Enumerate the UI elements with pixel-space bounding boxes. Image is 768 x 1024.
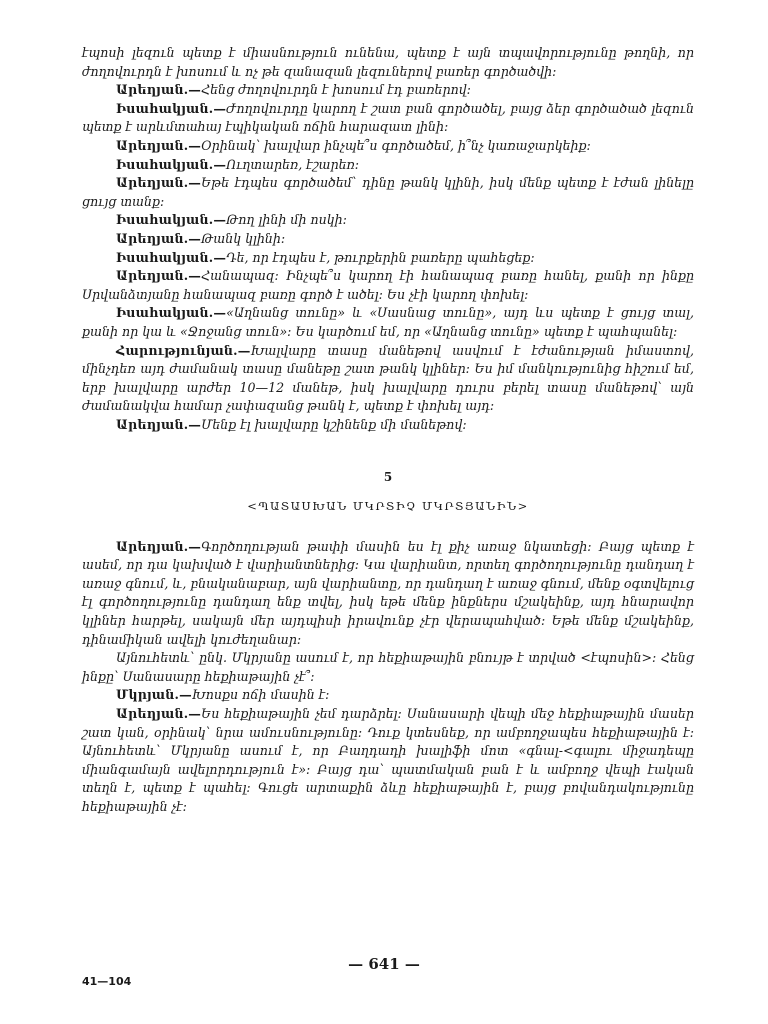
paragraph-text: «Աղնանց տունը» և «Սասնաց տունը», այդ ևս պետք է ցույց տալ, քանի որ կա և «Ջոջանց տուն»։ Ես կարծում եմ, որ «Աղնանց տունը» պետք է պահպանել։ [82,305,694,339]
speaker-name: Մկրյան.— [116,687,192,703]
paragraph [82,100,694,137]
paragraph-text: Թող լինի մի ոսկի։ [226,212,347,228]
paragraph [82,649,694,686]
speaker-name: Իսահակյան.— [116,305,227,321]
paragraph-text: Եթե էդպես գործածեմ՝ դինը թանկ կլինի, իսկ մենք պետք է էժան լինելը ցույց տանք։ [82,175,694,209]
paragraph [82,705,694,817]
speaker-name: Արեղյան.— [116,82,202,98]
paragraph-text: Այնուհետև՝ ընկ. Մկրյանը ասում է, որ հեքիաթային բնույթ է տրված <էպոսին>։ Հենց ինքը՝ Սանասարը հեքիաթային չէ՞։ [82,650,694,684]
speaker-name: Իսահակյան.— [116,156,227,172]
speaker-name: Իսահակյան.— [116,249,227,265]
paragraph [82,416,694,435]
paragraph-text: Ես հեքիաթային չեմ դարձրել։ Սանասարի վեպի մեջ հեքիաթային մասեր շատ կան, օրինակ՝ նրա ամուսնությունը։ Դուք կտեսնեք, որ ամբողջապես հեքիաթային է։ Այնուհետև՝ Մկրյանը ասում է, որ Բաղդադի խալիֆի մոտ «գնալ-<գալու միջադեպը միանգամայն ավելորդություն է»։ Բայց դա՝ պատմական բան է և ամբողջ վեպի էական տեղն է, պետք է պահել։ Գուցե արտաքին ձևը հեքիաթային է, բայց բովանդակությունը հեքիաթային չէ։ [82,706,694,814]
paragraph [82,230,694,249]
paragraph-text: Հանապազ: Ինչպե՞ս կարող էի հանապազ բառը հանել, քանի որ ինքը Սրվանձտյանը հանապազ բառը գործ է ածել։ Ես չէի կարող փոխել։ [82,268,694,302]
section-title: <ՊԱՏԱՍԽԱՆ ՄԿՐՏԻՉ ՄԿՐՏՅԱՆԻՆ> [247,499,529,514]
section-number: 5 [383,470,393,485]
speaker-name: Արեղյան.— [116,538,202,554]
paragraph-text: Հենց ժողովուրդն է խոսում էդ բառերով։ [201,82,471,98]
paragraph [82,44,694,81]
paragraph [82,156,694,175]
paragraph-text: Դե, որ էդպես է, թուրքերին բառերը պահեցեք։ [226,249,535,265]
speaker-name: Արեղյան.— [116,230,202,246]
paragraph [82,211,694,230]
paragraph [82,249,694,268]
speaker-name: Իսահակյան.— [116,212,227,228]
paragraph-text: Մենք էլ խալվարը կշինենք մի մանեթով։ [201,416,467,432]
paragraph-text: Խալվարը տասը մանեթով ասվում է էժանության իմաստով, մինչդեռ այդ ժամանակ տասը մանեթը շատ թանկ կլիներ։ Ես իմ մանկությունից հիշում եմ, երբ խալվարը արժեր 10—12 մանեթ, իսկ խալվարը դուրս բերել տասը մանեթով՝ այն ժամանակվա համար չափազանց թանկ է, պետք է փոխել այդ։ [82,342,694,414]
paragraph-text: Խոսքս ոճի մասին է։ [191,687,330,703]
page-number: — 641 — [348,955,420,973]
speaker-name: Արեղյան.— [116,268,202,284]
paragraph [82,267,694,304]
speaker-name: Իսահակյան.— [116,100,227,116]
transcript-body [82,44,694,817]
printer-signature: 41—104 [82,975,132,988]
paragraph-text: Ժողովուրդը կարող է շատ բան գործածել, բայց ձեր գործածած լեզուն պետք է արևմտահայ էպիկական ոճին հարազատ լինի։ [82,100,694,135]
speaker-name: Արեղյան.— [116,175,202,191]
transcript-part-2 [82,538,694,817]
paragraph [82,538,694,650]
speaker-name: Արեղյան.— [116,416,202,432]
paragraph [82,81,694,100]
paragraph-text: Թանկ կլինի։ [201,230,286,246]
paragraph [82,686,694,705]
speaker-name: Հարությունյան.— [116,342,251,358]
paragraph [82,304,694,341]
paragraph-text: Օրինակ՝ խալվար ինչպե՞ս գործածեմ, ի՞նչ կառաջարկեիք։ [201,137,591,153]
paragraph [82,174,694,211]
paragraph [82,342,694,416]
paragraph [82,137,694,156]
speaker-name: Արեղյան.— [116,706,202,721]
transcript-part-1 [82,44,694,434]
paragraph-text: Ուղտարեռ, էշարեռ։ [226,156,360,172]
paragraph-text: Գործողության թափի մասին ես էլ քիչ առաջ նկատեցի։ Բայց պետք է ասեմ, որ դա կախված է վարիանտներից։ Կա վարիանտ, որտեղ գործողությունը դանդաղ է առաջ գնում, և, բնականաբար, այն վարիանտը, որ դանդաղ է առաջ գնում, մենք օգտվելուց էլ գործողությունը դանդաղ ենք տվել, իսկ եթե մենք ինքներս մշակեինք, այդ հնարավոր կլիներ հարթել, սակայն մեր այդպիսի իրավունք չէր վերապահված։ Եթե մենք մշակեինք, դինամիկան ավելի կուժեղանար։ [82,538,694,647]
speaker-name: Արեղյան.— [116,137,202,153]
paragraph-text: էպոսի լեզուն պետք է միասնություն ունենա, պետք է այն տպավորությունը թողնի, որ ժողովուրդն է խոսում և ոչ թե զանազան լեզուներով բառեր գործածվի։ [82,45,694,79]
